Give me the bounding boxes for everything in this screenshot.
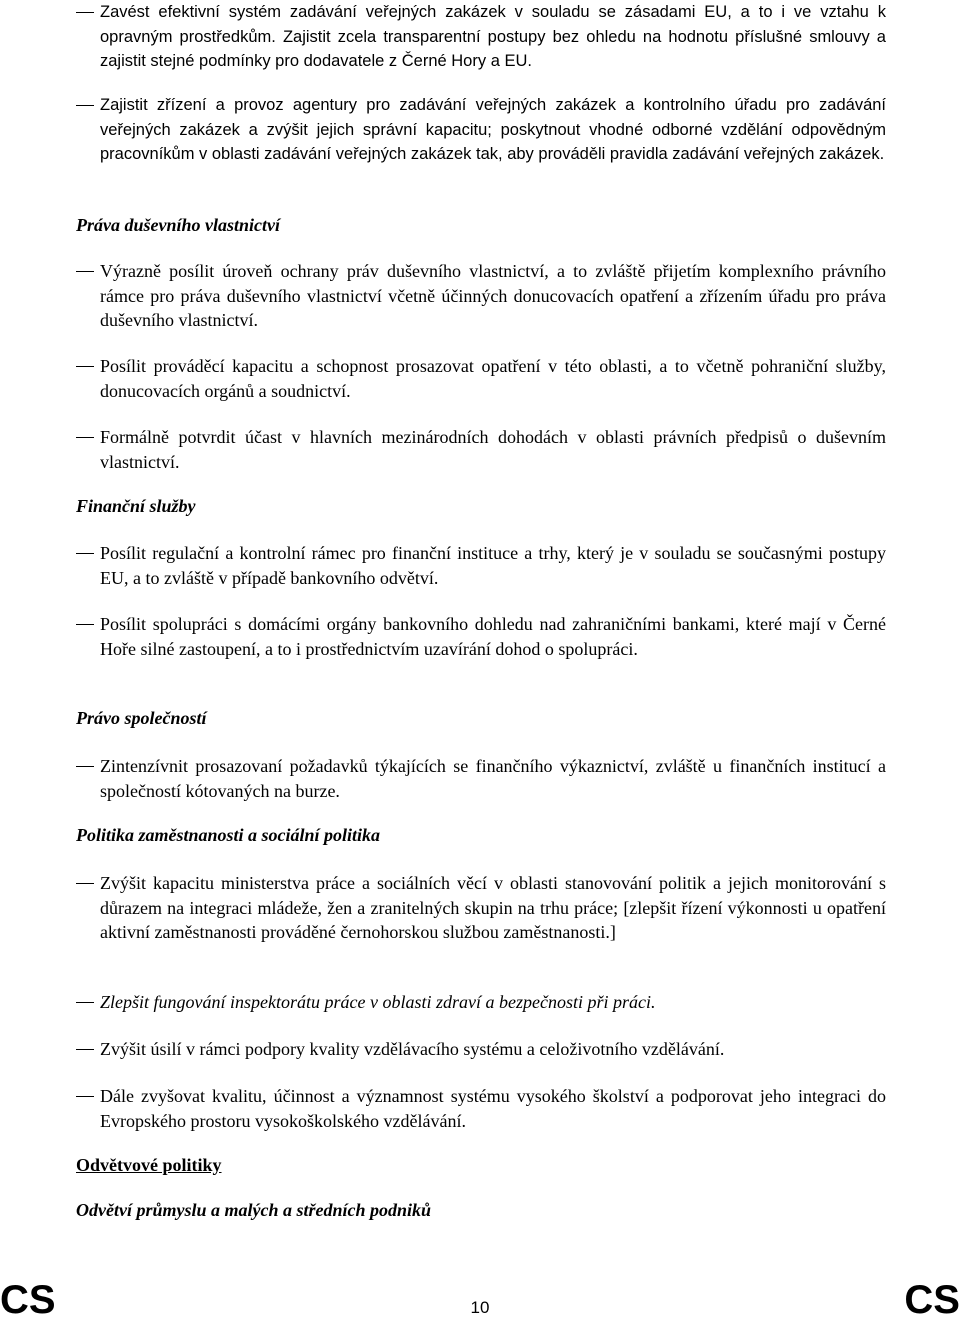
- section-heading: Politika zaměstnanosti a sociální politika: [76, 825, 381, 845]
- list-item-text: Zajistit zřízení a provoz agentury pro zadávání veřejných zakázek a kontrolního úřadu pro zadávání veřejných zakázek a zvýšit jejich správní kapacitu; poskytnout vhodné odborné vzdělání odpovědným pracovníkům v oblasti zadávání veřejných zakázek tak, aby prováděli pravidla zadávání veřejných zakázek.: [100, 96, 886, 163]
- list-item-text: Zintenzívnit prosazovaní požadavků týkajících se finančního výkaznictví, zvláště u finančních institucí a společností kótovaných na burze.: [100, 756, 886, 801]
- list-item: [76, 990, 886, 1015]
- list-item: [76, 871, 886, 945]
- list-item-text: Zavést efektivní systém zadávání veřejných zakázek v souladu se zásadami EU, a to i ve vztahu k opravným prostředkům. Zajistit zcela transparentní postupy bez ohledu na hodnotu příslušné smlouvy a zajistit stejné podmínky pro dodavatele z Černé Hory a EU.: [100, 3, 886, 70]
- footer-language-code-right: CS: [904, 1278, 960, 1322]
- list-item-text: Formálně potvrdit účast v hlavních mezinárodních dohodách v oblasti právních předpisů o duševním vlastnictví.: [100, 427, 886, 472]
- section-heading: Právo společností: [76, 708, 207, 728]
- list-item-text: Zvýšit úsilí v rámci podpory kvality vzdělávacího systému a celoživotního vzdělávání.: [100, 1039, 725, 1059]
- section-heading: Finanční služby: [76, 496, 196, 516]
- list-item: [76, 1037, 886, 1062]
- list-item: [76, 93, 886, 167]
- list-item-text: Dále zvyšovat kvalitu, účinnost a významnost systému vysokého školství a podporovat jeho integraci do Evropského prostoru vysokoškolského vzdělávání.: [100, 1086, 886, 1131]
- list-item: [76, 425, 886, 474]
- list-item-text: Výrazně posílit úroveň ochrany práv duševního vlastnictví, a to zvláště přijetím komplexního právního rámce pro práva duševního vlastnictví včetně účinných donucovacích opatření a zřízením úřadu pro práva duševního vlastnictví.: [100, 261, 886, 330]
- list-item-text: Zlepšit fungování inspektorátu práce v oblasti zdraví a bezpečnosti při práci.: [100, 992, 656, 1012]
- page-number: 10: [470, 1298, 490, 1317]
- list-item-text: Posílit prováděcí kapacitu a schopnost prosazovat opatření v této oblasti, a to včetně pohraniční služby, donucovacích orgánů a soudnictví.: [100, 356, 886, 401]
- list-item: [76, 1084, 886, 1133]
- list-item: [76, 754, 886, 803]
- section-heading: Práva duševního vlastnictví: [76, 215, 280, 235]
- list-item: [76, 612, 886, 661]
- list-item: [76, 259, 886, 333]
- footer-language-code-left: CS: [0, 1278, 56, 1322]
- section-heading: Odvětvové politiky: [76, 1155, 222, 1175]
- list-item: [76, 354, 886, 403]
- section-heading: Odvětví průmyslu a malých a středních podniků: [76, 1200, 432, 1220]
- list-item-text: Zvýšit kapacitu ministerstva práce a sociálních věcí v oblasti stanovování politik a jejich monitorování s důrazem na integraci mládeže, žen a zranitelných skupin na trhu práce; [zlepšit řízení výkonnosti u opatření aktivní zaměstnanosti prováděné černohorskou službou zaměstnanosti.]: [100, 873, 886, 942]
- list-item: [76, 0, 886, 74]
- list-item-text: Posílit regulační a kontrolní rámec pro finanční instituce a trhy, který je v souladu se současnými postupy EU, a to zvláště v případě bankovního odvětví.: [100, 543, 886, 588]
- list-item-text: Posílit spolupráci s domácími orgány bankovního dohledu nad zahraničními bankami, které mají v Černé Hoře silné zastoupení, a to i prostřednictvím uzavírání dohod o spolupráci.: [100, 614, 886, 659]
- list-item: [76, 541, 886, 590]
